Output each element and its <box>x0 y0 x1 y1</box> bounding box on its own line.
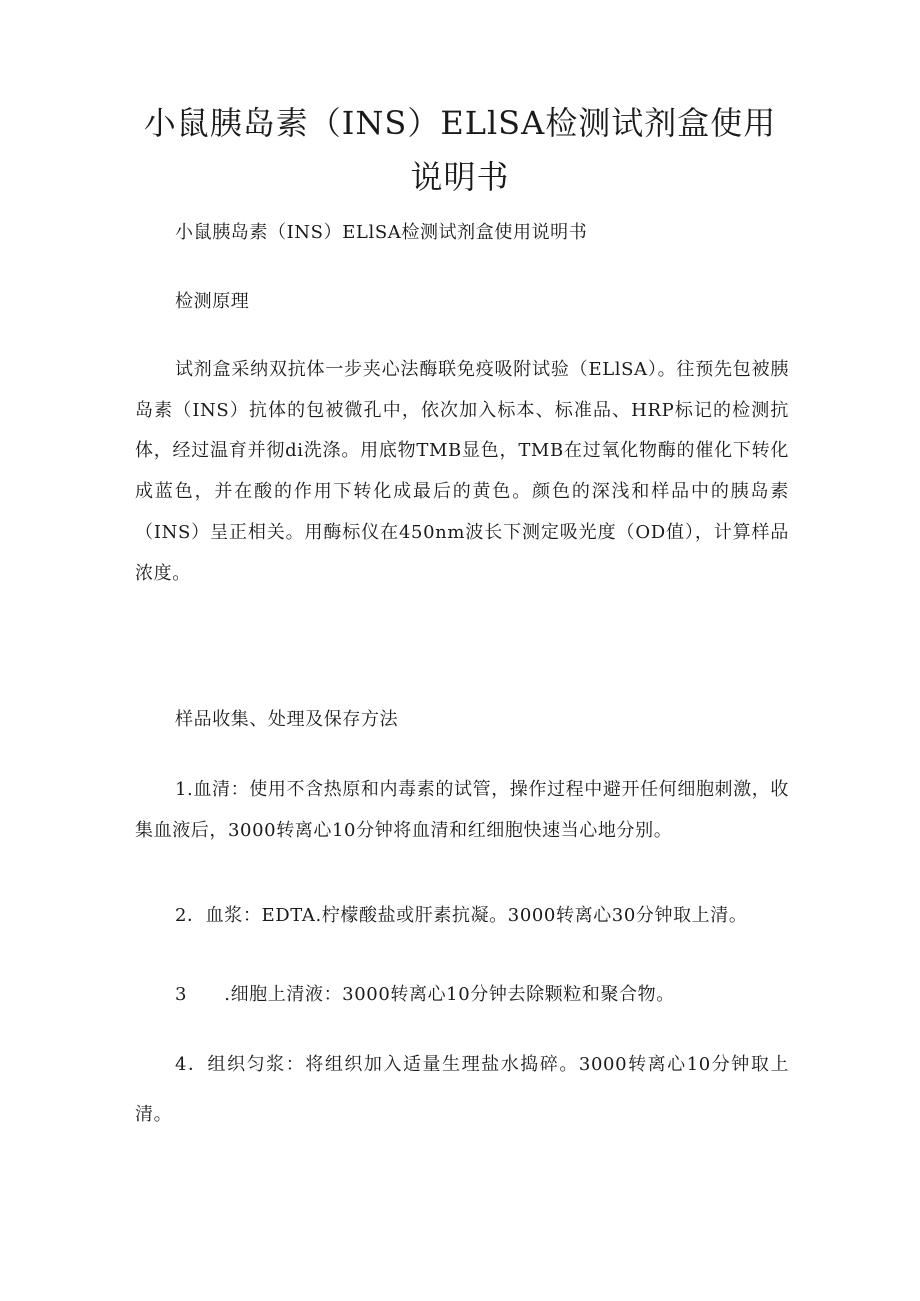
principle-paragraph: 试剂盒采纳双抗体一步夹心法酶联免疫吸附试验（ELlSA）。往预先包被胰岛素（INS）抗体的包被微孔中，依次加入标本、标准品、HRP标记的检测抗体，经过温育并彻di洗涤。用底物TMB显色，TMB在过氧化物酶的催化下转化成蓝色，并在酸的作用下转化成最后的黄色。颜色的深浅和样品中的胰岛素（INS）呈正相关。用酶标仪在450nm波长下测定吸光度（OD值），计算样品浓度。 <box>135 359 789 584</box>
section-heading-principle: 检测原理 <box>175 291 250 312</box>
section-heading-sample: 样品收集、处理及保存方法 <box>175 709 399 730</box>
sample-item-serum: 1.血清：使用不含热原和内毒素的试管，操作过程中避开任何细胞刺激，收集血液后，3000转离心10分钟将血清和红细胞快速当心地分别。 <box>135 779 789 841</box>
sample-item-plasma: 2．血浆：EDTA.柠檬酸盐或肝素抗凝。3000转离心30分钟取上清。 <box>175 905 748 926</box>
sample-item-cell-supernatant: 3 .细胞上清液：3000转离心10分钟去除颗粒和聚合物。 <box>175 984 675 1005</box>
document-subtitle: 小鼠胰岛素（INS）ELlSA检测试剂盒使用说明书 <box>175 222 588 243</box>
document-title: 小鼠胰岛素（INS）ELlSA检测试剂盒使用说明书 <box>143 104 777 196</box>
sample-item-tissue-homogenate: 4．组织匀浆：将组织加入适量生理盐水捣碎。3000转离心10分钟取上清。 <box>135 1054 789 1125</box>
